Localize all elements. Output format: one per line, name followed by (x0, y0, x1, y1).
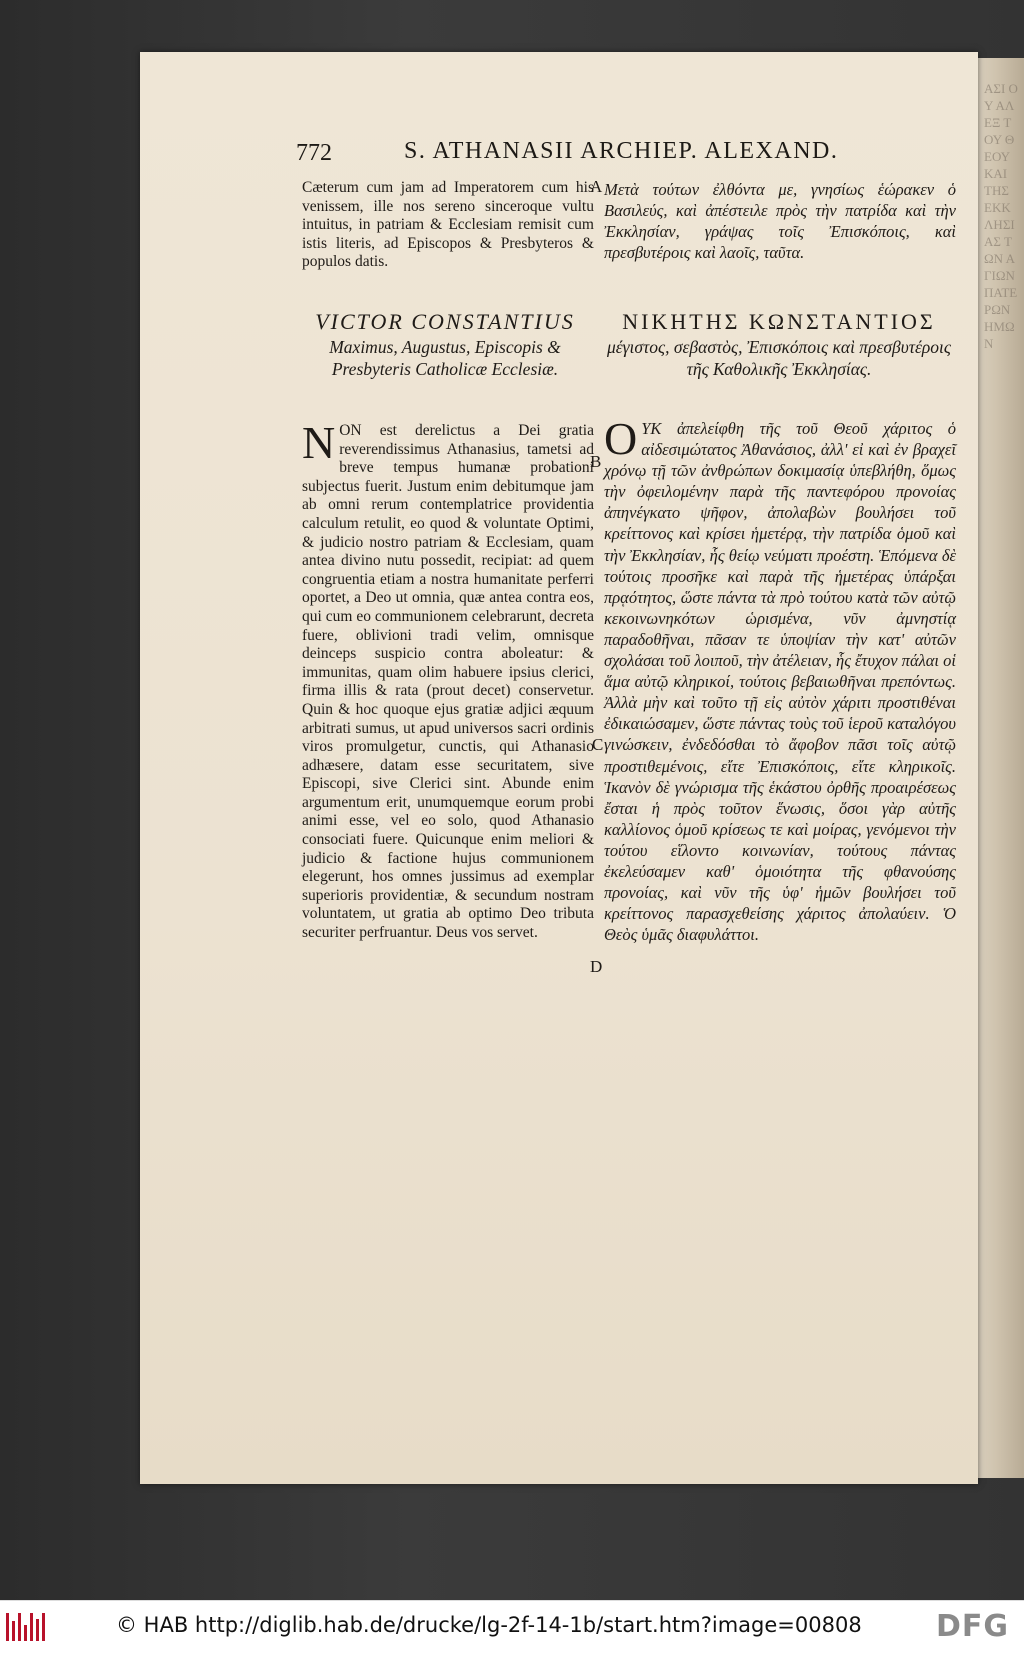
latin-drop-cap: N (302, 417, 336, 468)
intro-latin-text: Cæterum cum jam ad Imperatorem cum his venissem, ille nos sereno sinceroque vultu intuitus, in patriam & Ecclesiam remisit cum istis literis, ad Episcopos & Presbyteros & populos datis. (302, 179, 594, 271)
page-number: 772 (296, 140, 332, 166)
salutation-greek (600, 308, 958, 380)
hab-barcode-logo (6, 1613, 46, 1641)
running-head-title: S. ATHANASII ARCHIEP. ALEXAND. (404, 138, 839, 164)
running-head (296, 140, 956, 168)
footer-credit-link[interactable]: © HAB http://diglib.hab.de/drucke/lg-2f-14-1b/start.htm?image=00808 (116, 1613, 862, 1637)
viewer-footer (0, 1600, 1024, 1653)
bleed-through-text: ΑΣΙ ΟΥ ΑΛΕΞ ΤΟΥ ΘΕΟΥ ΚΑΙ ΤΗΣ ΕΚΚΛΗΣΙΑΣ ΤΩΝ ΑΓΙΩΝ ΠΑΤΕΡΩΝ ΗΜΩΝ (984, 81, 1018, 351)
salutation-greek-heading: ΝΙΚΗΤΗΣ ΚΩΝΣΤΑΝΤΙΟΣ (622, 309, 936, 334)
intro-greek-text: Μετὰ τούτων ἐλθόντα με, γνησίως ἑώρακεν ὁ Βασιλεύς, καὶ ἀπέστειλε πρὸς τὴν πατρίδα καὶ τὴν Ἐκκλησίαν, γράψας τοῖς Ἐπισκόποις, καὶ πρεσβυτέροις καὶ λαοῖς, ταῦτα. (604, 180, 956, 263)
salutation-latin (298, 308, 592, 380)
salutation-latin-body: Maximus, Augustus, Episcopis & Presbyteris Catholicæ Ecclesiæ. (329, 337, 561, 379)
margin-marker-b: B (590, 452, 602, 471)
salutation-latin-heading: VICTOR CONSTANTIUS (315, 309, 575, 334)
letter-greek (604, 413, 956, 945)
margin-marker-c: C (592, 735, 604, 754)
dfg-logo: DFG (936, 1609, 1010, 1644)
salutation-greek-body: μέγιστος, σεβαστὸς, Ἐπισκόποις καὶ πρεσβυτέροις τῆς Καθολικῆς Ἐκκλησίας. (606, 337, 952, 379)
letter-greek-text: ΥΚ ἀπελείφθη τῆς τοῦ Θεοῦ χάριτος ὁ αἰδεσιμώτατος Ἀθανάσιος, ἀλλ' εἰ καὶ ἐν βραχεῖ χρόνῳ τῇ τῶν ἀνθρώπων δοκιμασίᾳ ὑπεβλήθη, ὅμως τὴν ὀφειλομένην παρὰ τῆς παντεφόρου προνοίας ἀπηνέγκατο ψῆφον, ἀπολαβὼν βουλήσει τοῦ κρείττονος καὶ κρίσει ἡμετέρᾳ, τὴν πατρίδα ὁμοῦ καὶ τὴν Ἐκκλησίαν, ἧς θείῳ νεύματι προέστη. Ἑπόμενα δὲ τούτοις προσῆκε καὶ παρὰ τῆς ἡμετέρας ὑπάρξαι πρᾳότητος, ὥστε πάντα τὰ πρὸ τούτου κατὰ τῶν αὐτῷ κεκοινωνηκότων ὡρισμένα, νῦν ἀμνηστίᾳ παραδοθῆναι, πᾶσαν τε ὑποψίαν τὴν κατ' αὐτῶν σχολάσαι τοῦ λοιποῦ, τὴν ἀτέλειαν, ἧς ἔτυχον πάλαι οἱ ἅμα αὐτῷ κληρικοί, τούτοις βεβαιωθῆναι πρεπόντως. Ἀλλὰ μὴν καὶ τοῦτο τῇ εἰς αὐτὸν χάριτι προστιθέναι ἐδικαιώσαμεν, ὥστε πάντας τοὺς τοῦ ἱεροῦ καταλόγου γινώσκειν, ἐνδεδόσθαι τὸ ἄφοβον πᾶσι τοῖς αὐτῷ προστιθεμένοις, εἴτε Ἐπισκόποις, εἴτε κληρικοῖς. Ἱκανὸν δὲ γνώρισμα τῆς ἑκάστου ὀρθῆς προαιρέσεως ἔσται ἡ πρὸς τοῦτον ἕνωσις, ὅσοι γὰρ αὐτῆς καλλίονος ὁμοῦ κρίσεως τε καὶ μοίρας, γενόμενοι τὴν τούτου εἵλοντο κοινωνίαν, τούτους πάντας ἐκελεύσαμεν καθ' ὁμοιότητα τῆς φθανούσης προνοίας, καὶ νῦν τῆς ὑφ' ἡμῶν βουλήσει τοῦ κρείττονος παρασχεθείσης χάριτος ἀπολαύειν. Ὁ Θεὸς ὑμᾶς διαφυλάττοι. (604, 419, 956, 945)
margin-marker-d: D (590, 957, 603, 976)
margin-marker-a: A (590, 177, 603, 196)
letter-latin (302, 417, 594, 943)
letter-latin-text: ON est derelictus a Dei gratia reverendissimus Athanasius, tametsi ad breve tempus humanæ probationi subjectus fuerit. Justum enim debitumque jam ab omni rerum contemplatrice providentia calculum retulit, eo quod & voluntate Optimi, & judicio nostro patriam & Ecclesiam, quam antea divino nutu possedit, recipiat: ad quem congruentia etiam a nostra humanitate perferri oportet, a Deo ut omnia, quæ antea contra eos, qui cum eo communionem celebrarunt, decreta fuere, oblivioni tradi velim, omnisque deinceps suspicio contra aboleatur: & immunitas, quam olim habuere ipsius clerici, firma illis & rata (prout decet) conservetur. Quin & hoc quoque ejus gratiæ adjici æquum arbitrati sumus, ut apud universos sacri ordinis viros promulgetur, cunctis, qui Athanasio adhæsere, datam esse securitatem, sive Episcopi, sive Clerici sint. Abunde enim argumentum erit, unumquemque eorum probi animi esse, vel eo solo, quod Athanasio consociati fuere. Quicunque enim meliori & judicio & factione hujus communionem elegerunt, hos omnes jussimus ad exemplar superioris providentiæ, & secundum nostram voluntatem, ut gratia ab optimo Deo tributa securiter perfruantur. Deus vos servet. (302, 422, 594, 942)
greek-drop-cap: O (604, 413, 638, 464)
